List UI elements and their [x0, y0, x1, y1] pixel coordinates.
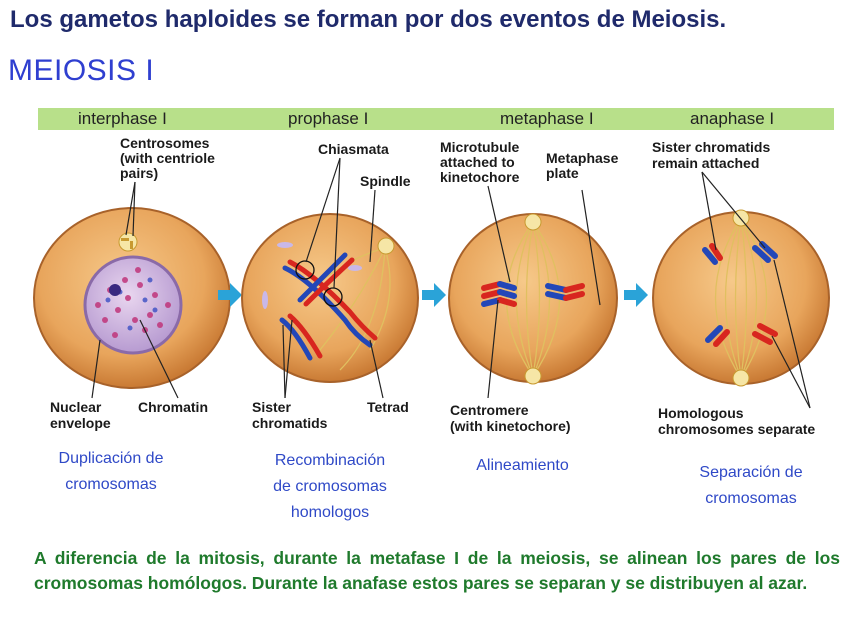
label-metaphase-plate: Metaphase: [546, 150, 619, 166]
caption-line: homologos: [290, 504, 370, 521]
centrosome-icon: [119, 233, 137, 251]
label-centromere: Centromere: [450, 402, 529, 418]
label-sister-2: chromatids: [252, 415, 328, 431]
phase-label-anaphase: anaphase I: [690, 109, 775, 128]
caption-line: Duplicación de: [58, 450, 164, 467]
caption-line: cromosomas: [65, 476, 157, 493]
label-centrosomes-2: (with centriole: [120, 150, 215, 166]
label-centromere-2: (with kinetochore): [450, 418, 571, 434]
label-centrosomes: Centrosomes: [120, 135, 210, 151]
label-sister: Sister: [252, 399, 291, 415]
label-chromatin: Chromatin: [138, 399, 208, 415]
meiosis-diagram: [0, 130, 849, 450]
phase-label-prophase: prophase I: [288, 109, 369, 128]
caption-alignment: [450, 453, 595, 479]
label-chiasmata: Chiasmata: [318, 141, 389, 157]
explanation-paragraph: A diferencia de la mitosis, durante la metafase I de la meiosis, se alinean los pares de los cromosomas homólogos. Durante la anafase estos pares se separan y se distribuyen al azar.: [34, 548, 840, 593]
label-homologous: Homologous: [658, 405, 744, 421]
label-nuclear-2: envelope: [50, 415, 111, 431]
caption-separation: [676, 460, 826, 512]
label-homologous-2: chromosomes separate: [658, 421, 816, 437]
cell-metaphase: [449, 186, 617, 398]
label-centrosomes-3: pairs): [120, 165, 159, 181]
caption-line: de cromosomas: [273, 478, 387, 495]
label-sister-attached-2: remain attached: [652, 155, 760, 171]
label-sister-attached: Sister chromatids: [652, 139, 771, 155]
phase-bar: [38, 108, 834, 130]
arrow-icon: [422, 283, 446, 307]
label-microtubule-2: attached to: [440, 154, 515, 170]
cell-prophase: [242, 158, 418, 398]
cell-anaphase: [653, 172, 829, 408]
label-spindle: Spindle: [360, 173, 411, 189]
caption-line: cromosomas: [705, 490, 797, 507]
caption-recombination: [250, 448, 410, 526]
phase-label-metaphase: metaphase I: [500, 109, 594, 128]
caption-duplication: [36, 446, 186, 498]
caption-line: Recombinación: [274, 452, 386, 469]
caption-line: Separación de: [699, 464, 803, 481]
caption-line: Alineamiento: [476, 457, 569, 474]
arrow-icon: [624, 283, 648, 307]
label-tetrad: Tetrad: [367, 399, 409, 415]
label-microtubule-3: kinetochore: [440, 169, 520, 185]
section-heading: MEIOSIS I: [8, 54, 155, 87]
label-microtubule: Microtubule: [440, 139, 520, 155]
label-metaphase-plate-2: plate: [546, 165, 579, 181]
phase-label-interphase: interphase I: [78, 109, 167, 128]
label-nuclear: Nuclear: [50, 399, 102, 415]
cell-interphase: [34, 182, 230, 398]
slide-title: Los gametos haploides se forman por dos eventos de Meiosis.: [10, 6, 727, 33]
